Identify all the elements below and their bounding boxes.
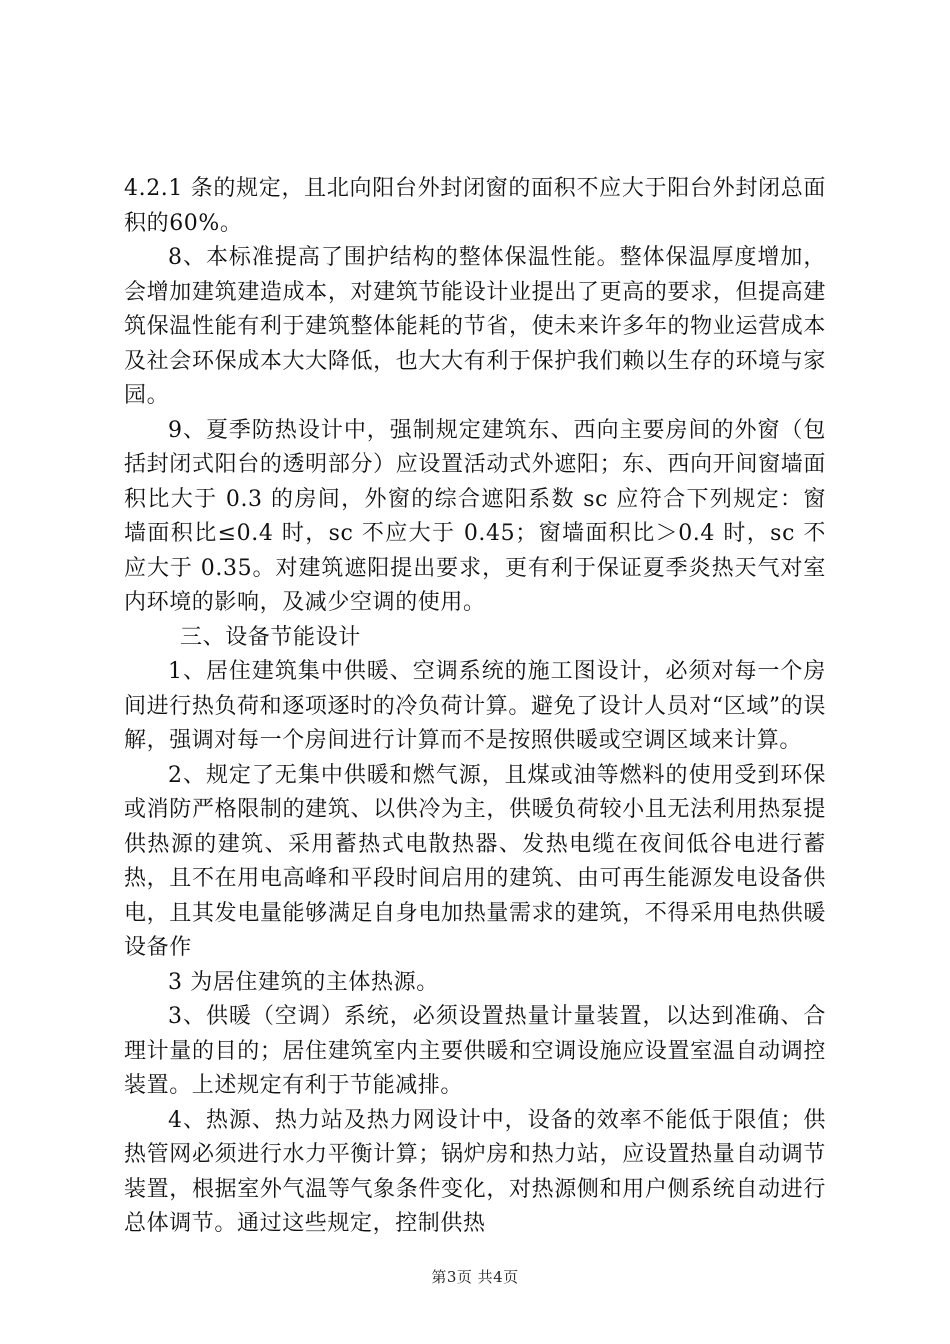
paragraph-item-4: 4、热源、热力站及热力网设计中，设备的效率不能低于限值；供热管网必须进行水力平衡计算；锅炉房和热力站，应设置热量自动调节装置，根据室外气温等气象条件变化，对热源侧和用户侧系统自动进行总体调节。通过这些规定，控制供热 — [124, 1107, 826, 1236]
paragraph-item-8: 8、本标准提高了围护结构的整体保温性能。整体保温厚度增加，会增加建筑建造成本，对建筑节能设计业提出了更高的要求，但提高建筑保温性能有利于建筑整体能耗的节省，使未来许多年的物业运营成本及社会环保成本大大降低，也大大有利于保护我们赖以生存的环境与家园。 — [124, 245, 826, 408]
document-body — [124, 172, 826, 1242]
paragraph-item-1: 1、居住建筑集中供暖、空调系统的施工图设计，必须对每一个房间进行热负荷和逐项逐时的冷负荷计算。避免了设计人员对“区域”的误解，强调对每一个房间进行计算而不是按照供暖或空调区域来计算。 — [124, 659, 826, 753]
page-footer: 第3页 共4页 — [431, 1268, 519, 1286]
paragraph-item-2: 2、规定了无集中供暖和燃气源，且煤或油等燃料的使用受到环保或消防严格限制的建筑、以供冷为主，供暖负荷较小且无法利用热泵提供热源的建筑、采用蓄热式电散热器、发热电缆在夜间低谷电进行蓄热，且不在用电高峰和平段时间启用的建筑、由可再生能源发电设备供电，且其发电量能够满足自身电加热量需求的建筑，不得采用电热供暖设备作 — [124, 762, 826, 960]
section-heading: 三、设备节能设计 — [180, 624, 361, 650]
paragraph-fragment: 3 为居住建筑的主体热源。 — [168, 969, 439, 995]
paragraph-item-3: 3、供暖（空调）系统，必须设置热量计量装置，以达到准确、合理计量的目的；居住建筑室内主要供暖和空调设施应设置室温自动调控装置。上述规定有利于节能减排。 — [124, 1004, 826, 1098]
paragraph-continuation: 4.2.1 条的规定，且北向阳台外封闭窗的面积不应大于阳台外封闭总面积的60%。 — [124, 176, 826, 236]
paragraph-item-9: 9、夏季防热设计中，强制规定建筑东、西向主要房间的外窗（包括封闭式阳台的透明部分）应设置活动式外遮阳；东、西向开间窗墙面积比大于 0.3 的房间，外窗的综合遮阳系数 sc 应符合下列规定：窗墙面积比≤0.4 时，sc 不应大于 0.45；窗墙面积比＞0.4 时，sc 不应大于 0.35。对建筑遮阳提出要求，更有利于保证夏季炎热天气对室内环境的影响，及减少空调的使用。 — [124, 417, 826, 615]
